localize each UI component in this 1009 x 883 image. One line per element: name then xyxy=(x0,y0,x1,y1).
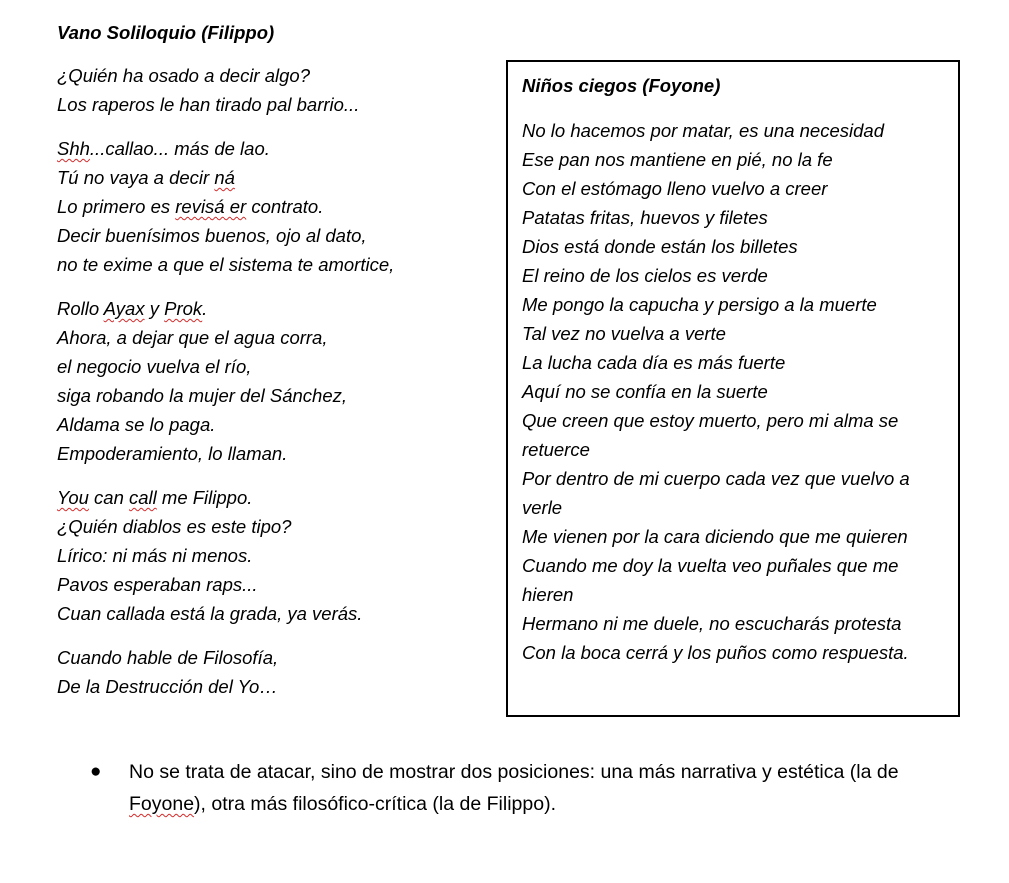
poem-line xyxy=(57,90,497,119)
poem-line xyxy=(57,483,497,512)
line-segment: me Filippo. xyxy=(156,487,253,508)
line-segment: Tú no vaya a decir xyxy=(57,167,215,188)
left-poem-stanzas xyxy=(57,61,497,701)
poem-line xyxy=(57,439,497,468)
poem-line: Me pongo la capucha y persigo a la muerte xyxy=(522,294,877,315)
poem-line xyxy=(57,192,497,221)
poem-line: Patatas fritas, huevos y filetes xyxy=(522,207,768,228)
spellcheck-word: Shh xyxy=(57,138,90,159)
poem-line: Que creen que estoy muerto, pero mi alma se retuerce xyxy=(522,410,899,460)
poem-line xyxy=(57,294,497,323)
stanza xyxy=(57,483,497,628)
poem-line: Cuando me doy la vuelta veo puñales que me hieren xyxy=(522,555,899,605)
bullet-text-after: ), otra más filosófico-crítica (la de Filippo). xyxy=(194,793,556,815)
line-segment: Cuan callada está la grada, ya verás. xyxy=(57,603,363,624)
line-segment: Rollo xyxy=(57,298,104,319)
poem-line xyxy=(57,410,497,439)
spellcheck-word: You xyxy=(57,487,89,508)
bullet-text-underlined: Foyone xyxy=(129,793,195,815)
spellcheck-word: Ayax xyxy=(103,298,145,319)
bullet-text xyxy=(129,756,910,820)
poem-line xyxy=(57,512,497,541)
poem-line xyxy=(57,570,497,599)
spellcheck-word: Prok xyxy=(164,298,203,319)
bullet-icon: ● xyxy=(90,761,102,782)
line-segment: Ahora, a dejar que el agua corra, xyxy=(57,327,328,348)
poem-line xyxy=(57,643,497,672)
poem-line: Con la boca cerrá y los puños como respuesta. xyxy=(522,642,909,663)
right-poem-lines xyxy=(522,116,944,667)
line-segment: y xyxy=(144,298,165,319)
spellcheck-word: revisá er xyxy=(175,196,247,217)
line-segment: ¿Quién diablos es este tipo? xyxy=(57,516,292,537)
right-poem-box xyxy=(506,60,960,717)
poem-line xyxy=(57,323,497,352)
line-segment: De la Destrucción del Yo… xyxy=(57,676,278,697)
poem-line: Dios está donde están los billetes xyxy=(522,236,798,257)
poem-line xyxy=(57,541,497,570)
poem-line: Por dentro de mi cuerpo cada vez que vuelvo a verle xyxy=(522,468,910,518)
poem-line xyxy=(57,352,497,381)
stanza xyxy=(57,61,497,119)
poem-line: No lo hacemos por matar, es una necesidad xyxy=(522,120,884,141)
poem-line: El reino de los cielos es verde xyxy=(522,265,768,286)
poem-line xyxy=(57,250,497,279)
poem-line xyxy=(57,163,497,192)
spellcheck-word: ná xyxy=(214,167,235,188)
poem-line: Tal vez no vuelva a verte xyxy=(522,323,726,344)
poem-line xyxy=(57,381,497,410)
line-segment: Lírico: ni más ni menos. xyxy=(57,545,253,566)
bullet-item xyxy=(90,756,910,820)
line-segment: . xyxy=(202,298,208,319)
stanza xyxy=(57,294,497,468)
left-poem-title: Vano Soliloquio (Filippo) xyxy=(57,22,275,43)
line-segment: Decir buenísimos buenos, ojo al dato, xyxy=(57,225,367,246)
stanza xyxy=(57,643,497,701)
poem-line: Me vienen por la cara diciendo que me quieren xyxy=(522,526,908,547)
poem-line xyxy=(57,134,497,163)
left-poem xyxy=(57,18,497,716)
line-segment: contrato. xyxy=(246,196,324,217)
spellcheck-word: call xyxy=(129,487,157,508)
poem-line: Hermano ni me duele, no escucharás protesta xyxy=(522,613,902,634)
poem-line: La lucha cada día es más fuerte xyxy=(522,352,786,373)
line-segment: no te exime a que el sistema te amortice, xyxy=(57,254,395,275)
bullet-text-before: No se trata de atacar, sino de mostrar dos posiciones: una más narrativa y estética (la de xyxy=(129,761,899,783)
poem-line: Con el estómago lleno vuelvo a creer xyxy=(522,178,828,199)
line-segment: Aldama se lo paga. xyxy=(57,414,216,435)
right-poem-title: Niños ciegos (Foyone) xyxy=(522,75,721,96)
line-segment: Pavos esperaban raps... xyxy=(57,574,258,595)
line-segment: ¿Quién ha osado a decir algo? xyxy=(57,65,311,86)
poem-line: Aquí no se confía en la suerte xyxy=(522,381,768,402)
line-segment: ...callao... más de lao. xyxy=(89,138,270,159)
poem-line xyxy=(57,672,497,701)
stanza xyxy=(57,134,497,279)
line-segment: Lo primero es xyxy=(57,196,176,217)
line-segment: siga robando la mujer del Sánchez, xyxy=(57,385,348,406)
poem-line xyxy=(57,61,497,90)
poem-line xyxy=(57,221,497,250)
line-segment: Los raperos le han tirado pal barrio... xyxy=(57,94,360,115)
poem-line: Ese pan nos mantiene en pié, no la fe xyxy=(522,149,833,170)
line-segment: Cuando hable de Filosofía, xyxy=(57,647,279,668)
poem-line xyxy=(57,599,497,628)
line-segment: Empoderamiento, lo llaman. xyxy=(57,443,288,464)
line-segment: can xyxy=(88,487,130,508)
line-segment: el negocio vuelva el río, xyxy=(57,356,252,377)
